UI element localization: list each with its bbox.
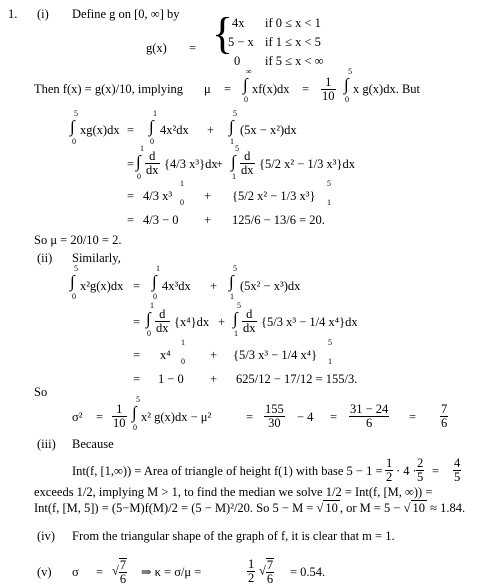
- integral-lower-limit: 1: [230, 292, 234, 301]
- evaluation-lower: 0: [180, 198, 184, 207]
- integral-sign: ∫: [132, 403, 137, 422]
- denominator: 5: [454, 469, 461, 484]
- equals: =: [189, 41, 197, 55]
- iii-line3-mid: , or M = 5 −: [339, 501, 401, 515]
- integral-upper-limit: 5: [233, 264, 237, 273]
- plus: +: [216, 157, 224, 171]
- evaluation-upper: 1: [180, 179, 184, 188]
- integral-lower-limit: 0: [133, 423, 137, 432]
- ii-line1-term2: (5x² − x³)dx: [240, 279, 301, 293]
- case-1-cond: if 0 ≤ x < 1: [265, 16, 321, 30]
- iii-line3-text: Int(f, [M, 5]) = (5−M)f(M)/2 = (5 − M)²/20. So 5 − M =: [34, 501, 314, 515]
- integral-sign: ∫: [231, 152, 236, 171]
- denominator: 10: [113, 415, 126, 430]
- ii-line2-term2: {5/3 x³ − 1/4 x⁴}dx: [261, 315, 358, 329]
- denominator: dx: [243, 320, 256, 335]
- case-3-expr: 0: [234, 54, 241, 68]
- ii-line3-term1: x⁴: [160, 348, 171, 362]
- plus: +: [210, 372, 218, 386]
- fraction-7-6: [440, 403, 448, 429]
- product-mid: · 4 ·: [396, 464, 417, 478]
- part-ii-label: (ii): [37, 251, 53, 265]
- mu-symbol: μ: [204, 82, 211, 96]
- line1-term1: 4x²dx: [160, 123, 189, 137]
- denominator: dx: [146, 162, 159, 177]
- integral-lower-limit: 1: [232, 172, 236, 181]
- kappa-result: = 0.54.: [290, 565, 326, 579]
- case-2-cond: if 1 ≤ x < 5: [265, 35, 321, 49]
- equals: =: [96, 410, 104, 424]
- d-dx: [240, 150, 255, 176]
- xfx-integrand: xf(x)dx: [252, 82, 290, 96]
- then-text: Then f(x) = g(x)/10, implying: [34, 82, 184, 96]
- iii-line1: Int(f, [1,∞)) = Area of triangle of height f(1) with base 5 − 1 =: [72, 464, 383, 478]
- numerator: d: [242, 308, 257, 322]
- minus-four: − 4: [297, 410, 314, 424]
- so-label: So: [34, 385, 48, 399]
- ii-line1-lhs: x²g(x)dx: [80, 279, 124, 293]
- numerator: 7: [266, 558, 274, 572]
- denominator: 6: [266, 571, 274, 586]
- sqrt-radicand: 10: [325, 501, 338, 515]
- equals: =: [409, 410, 417, 424]
- plus: +: [210, 348, 218, 362]
- denominator: 6: [119, 571, 127, 586]
- part-iv-text: From the triangular shape of the graph of f, it is clear that m = 1.: [72, 529, 395, 543]
- equals: =: [127, 157, 135, 171]
- numerator: 7: [119, 558, 127, 572]
- fraction-one-tenth: [321, 76, 336, 102]
- integral-sign: ∫: [344, 75, 349, 94]
- sigma: σ: [72, 565, 79, 579]
- equals: =: [246, 410, 254, 424]
- numerator: 1: [112, 403, 127, 417]
- sqrt-seven-sixths: √ $\frac{7}{6}$: [112, 558, 127, 586]
- evaluation-lower: 1: [328, 357, 332, 366]
- integral-sign: ∫: [229, 117, 234, 136]
- equals: =: [302, 82, 310, 96]
- integral-sign: ∫: [149, 117, 154, 136]
- denominator: 10: [322, 88, 335, 103]
- fraction-4-5: [453, 457, 461, 483]
- fraction-half: [385, 457, 393, 483]
- denominator: 6: [366, 415, 373, 430]
- evaluation-lower: 0: [181, 357, 185, 366]
- equals: =: [127, 123, 135, 137]
- integral-upper-limit: 5: [233, 109, 237, 118]
- equals: =: [96, 565, 104, 579]
- ii-line1-term1: 4x³dx: [162, 279, 191, 293]
- so-mu: So μ = 20/10 = 2.: [34, 233, 122, 247]
- piecewise-brace: {: [212, 9, 234, 58]
- integral-upper-limit: ∞: [246, 67, 252, 76]
- fraction-half: [247, 558, 255, 584]
- line1-term2: (5x − x²)dx: [240, 123, 297, 137]
- numerator: 31 − 24: [350, 402, 389, 416]
- denominator: 5: [417, 469, 424, 484]
- equals: =: [127, 213, 135, 227]
- similarly: Similarly,: [72, 251, 121, 265]
- integral-lower-limit: 0: [72, 137, 76, 146]
- fraction-155-30: [264, 403, 285, 429]
- part-iii-label: (iii): [37, 437, 56, 451]
- problem-number: 1.: [8, 7, 18, 21]
- integral-lower-limit: 0: [345, 95, 349, 104]
- evaluation-lower: 1: [327, 198, 331, 207]
- integral-sign: ∫: [229, 272, 234, 291]
- denominator: 2: [248, 570, 255, 585]
- integral-upper-limit: 1: [150, 301, 154, 310]
- integral-sign: ∫: [136, 152, 141, 171]
- numerator: 1: [386, 456, 393, 470]
- iii-line3: Int(f, [M, 5]) = (5−M)f(M)/2 = (5 − M)²/20. So 5 − M = √ 10 , or M = 5 − √ 10 ≈ 1.84.: [34, 501, 466, 515]
- variance-integrand: x² g(x)dx − μ²: [141, 410, 212, 424]
- part-v-label: (v): [37, 565, 52, 579]
- evaluation-upper: 5: [327, 179, 331, 188]
- part-i-intro: Define g on [0, ∞] by: [72, 7, 180, 21]
- integral-lower-limit: 0: [147, 329, 151, 338]
- integral-upper-limit: 1: [156, 264, 160, 273]
- because: Because: [72, 437, 114, 451]
- integral-upper-limit: 5: [237, 301, 241, 310]
- line4-term1: 4/3 − 0: [143, 213, 179, 227]
- numerator: d: [155, 308, 170, 322]
- ii-line3-term2: {5/3 x³ − 1/4 x⁴}: [233, 348, 318, 362]
- denominator: 30: [268, 415, 281, 430]
- ii-line4-term1: 1 − 0: [158, 372, 184, 386]
- sigma-squared: σ²: [72, 410, 83, 424]
- equals: =: [432, 464, 440, 478]
- integral-lower-limit: 0: [153, 292, 157, 301]
- d-dx: [145, 150, 160, 176]
- ii-line2-term1: {x⁴}dx: [174, 315, 210, 329]
- d-dx: [242, 308, 257, 334]
- equals: =: [330, 410, 338, 424]
- integral-sign: ∫: [233, 309, 238, 328]
- denominator: 6: [441, 415, 448, 430]
- line3-term2: {5/2 x² − 1/3 x³}: [232, 189, 316, 203]
- integral-sign: ∫: [70, 117, 75, 136]
- integral-lower-limit: 1: [234, 329, 238, 338]
- numerator: d: [145, 150, 160, 164]
- line2-term2: {5/2 x² − 1/3 x³}dx: [259, 157, 355, 171]
- fraction-one-tenth: [112, 403, 127, 429]
- iii-line3-end: ≈ 1.84.: [430, 501, 466, 515]
- integral-sign: ∫: [243, 75, 248, 94]
- numerator: 7: [441, 402, 448, 416]
- line2-term1: {4/3 x³}dx: [164, 157, 218, 171]
- sqrt-radicand: 10: [412, 501, 425, 515]
- equals: =: [127, 189, 135, 203]
- integral-sign: ∫: [70, 272, 75, 291]
- part-iv-label: (iv): [37, 529, 56, 543]
- integral-lower-limit: 0: [150, 137, 154, 146]
- implies-kappa: ⇒ κ = σ/μ =: [141, 565, 202, 579]
- integral-lower-limit: 0: [137, 172, 141, 181]
- d-dx: [155, 308, 170, 334]
- evaluation-upper: 5: [328, 338, 332, 347]
- numerator: 155: [265, 402, 284, 416]
- equals: =: [133, 315, 141, 329]
- fraction-31-24-6: [349, 403, 389, 429]
- plus: +: [210, 279, 218, 293]
- integral-upper-limit: 5: [74, 264, 78, 273]
- integral-lower-limit: 0: [72, 292, 76, 301]
- integral-upper-limit: 1: [153, 109, 157, 118]
- integral-lower-limit: 1: [230, 137, 234, 146]
- denominator: dx: [241, 162, 254, 177]
- numerator: 1: [248, 557, 255, 571]
- denominator: dx: [156, 320, 169, 335]
- numerator: d: [240, 150, 255, 164]
- ii-line4-term2: 625/12 − 17/12 = 155/3.: [236, 372, 358, 386]
- integral-sign: ∫: [152, 272, 157, 291]
- g-lhs: g(x): [146, 41, 167, 55]
- equals: =: [133, 348, 141, 362]
- plus: +: [218, 315, 226, 329]
- equals: =: [224, 82, 232, 96]
- plus: +: [204, 213, 212, 227]
- integral-upper-limit: 5: [136, 395, 140, 404]
- case-2-expr: 5 − x: [228, 35, 254, 49]
- integral-upper-limit: 1: [140, 144, 144, 153]
- plus: +: [204, 189, 212, 203]
- integral-upper-limit: 5: [348, 67, 352, 76]
- part-i-label: (i): [37, 7, 49, 21]
- equals: =: [133, 372, 141, 386]
- numerator: 4: [454, 456, 461, 470]
- fraction-2-5: [416, 457, 424, 483]
- denominator: 2: [386, 469, 393, 484]
- xgx-but: x g(x)dx. But: [353, 82, 421, 96]
- line3-term1: 4/3 x³: [143, 189, 173, 203]
- equals: =: [133, 279, 141, 293]
- iii-line2: exceeds 1/2, implying M > 1, to find the median we solve 1/2 = Int(f, [M, ∞)) =: [34, 485, 433, 499]
- case-3-cond: if 5 ≤ x < ∞: [265, 54, 324, 68]
- sqrt-seven-sixths: √ $\frac{7}{6}$: [259, 558, 274, 586]
- integral-upper-limit: 5: [235, 144, 239, 153]
- case-1-expr: 4x: [232, 16, 245, 30]
- integral-sign: ∫: [146, 309, 151, 328]
- plus: +: [207, 123, 215, 137]
- integral-lower-limit: 0: [244, 95, 248, 104]
- line4-term2: 125/6 − 13/6 = 20.: [232, 213, 325, 227]
- numerator: 2: [417, 456, 424, 470]
- evaluation-upper: 1: [181, 338, 185, 347]
- integral-upper-limit: 5: [74, 109, 78, 118]
- line1-lhs: xg(x)dx: [80, 123, 120, 137]
- numerator: 1: [321, 76, 336, 90]
